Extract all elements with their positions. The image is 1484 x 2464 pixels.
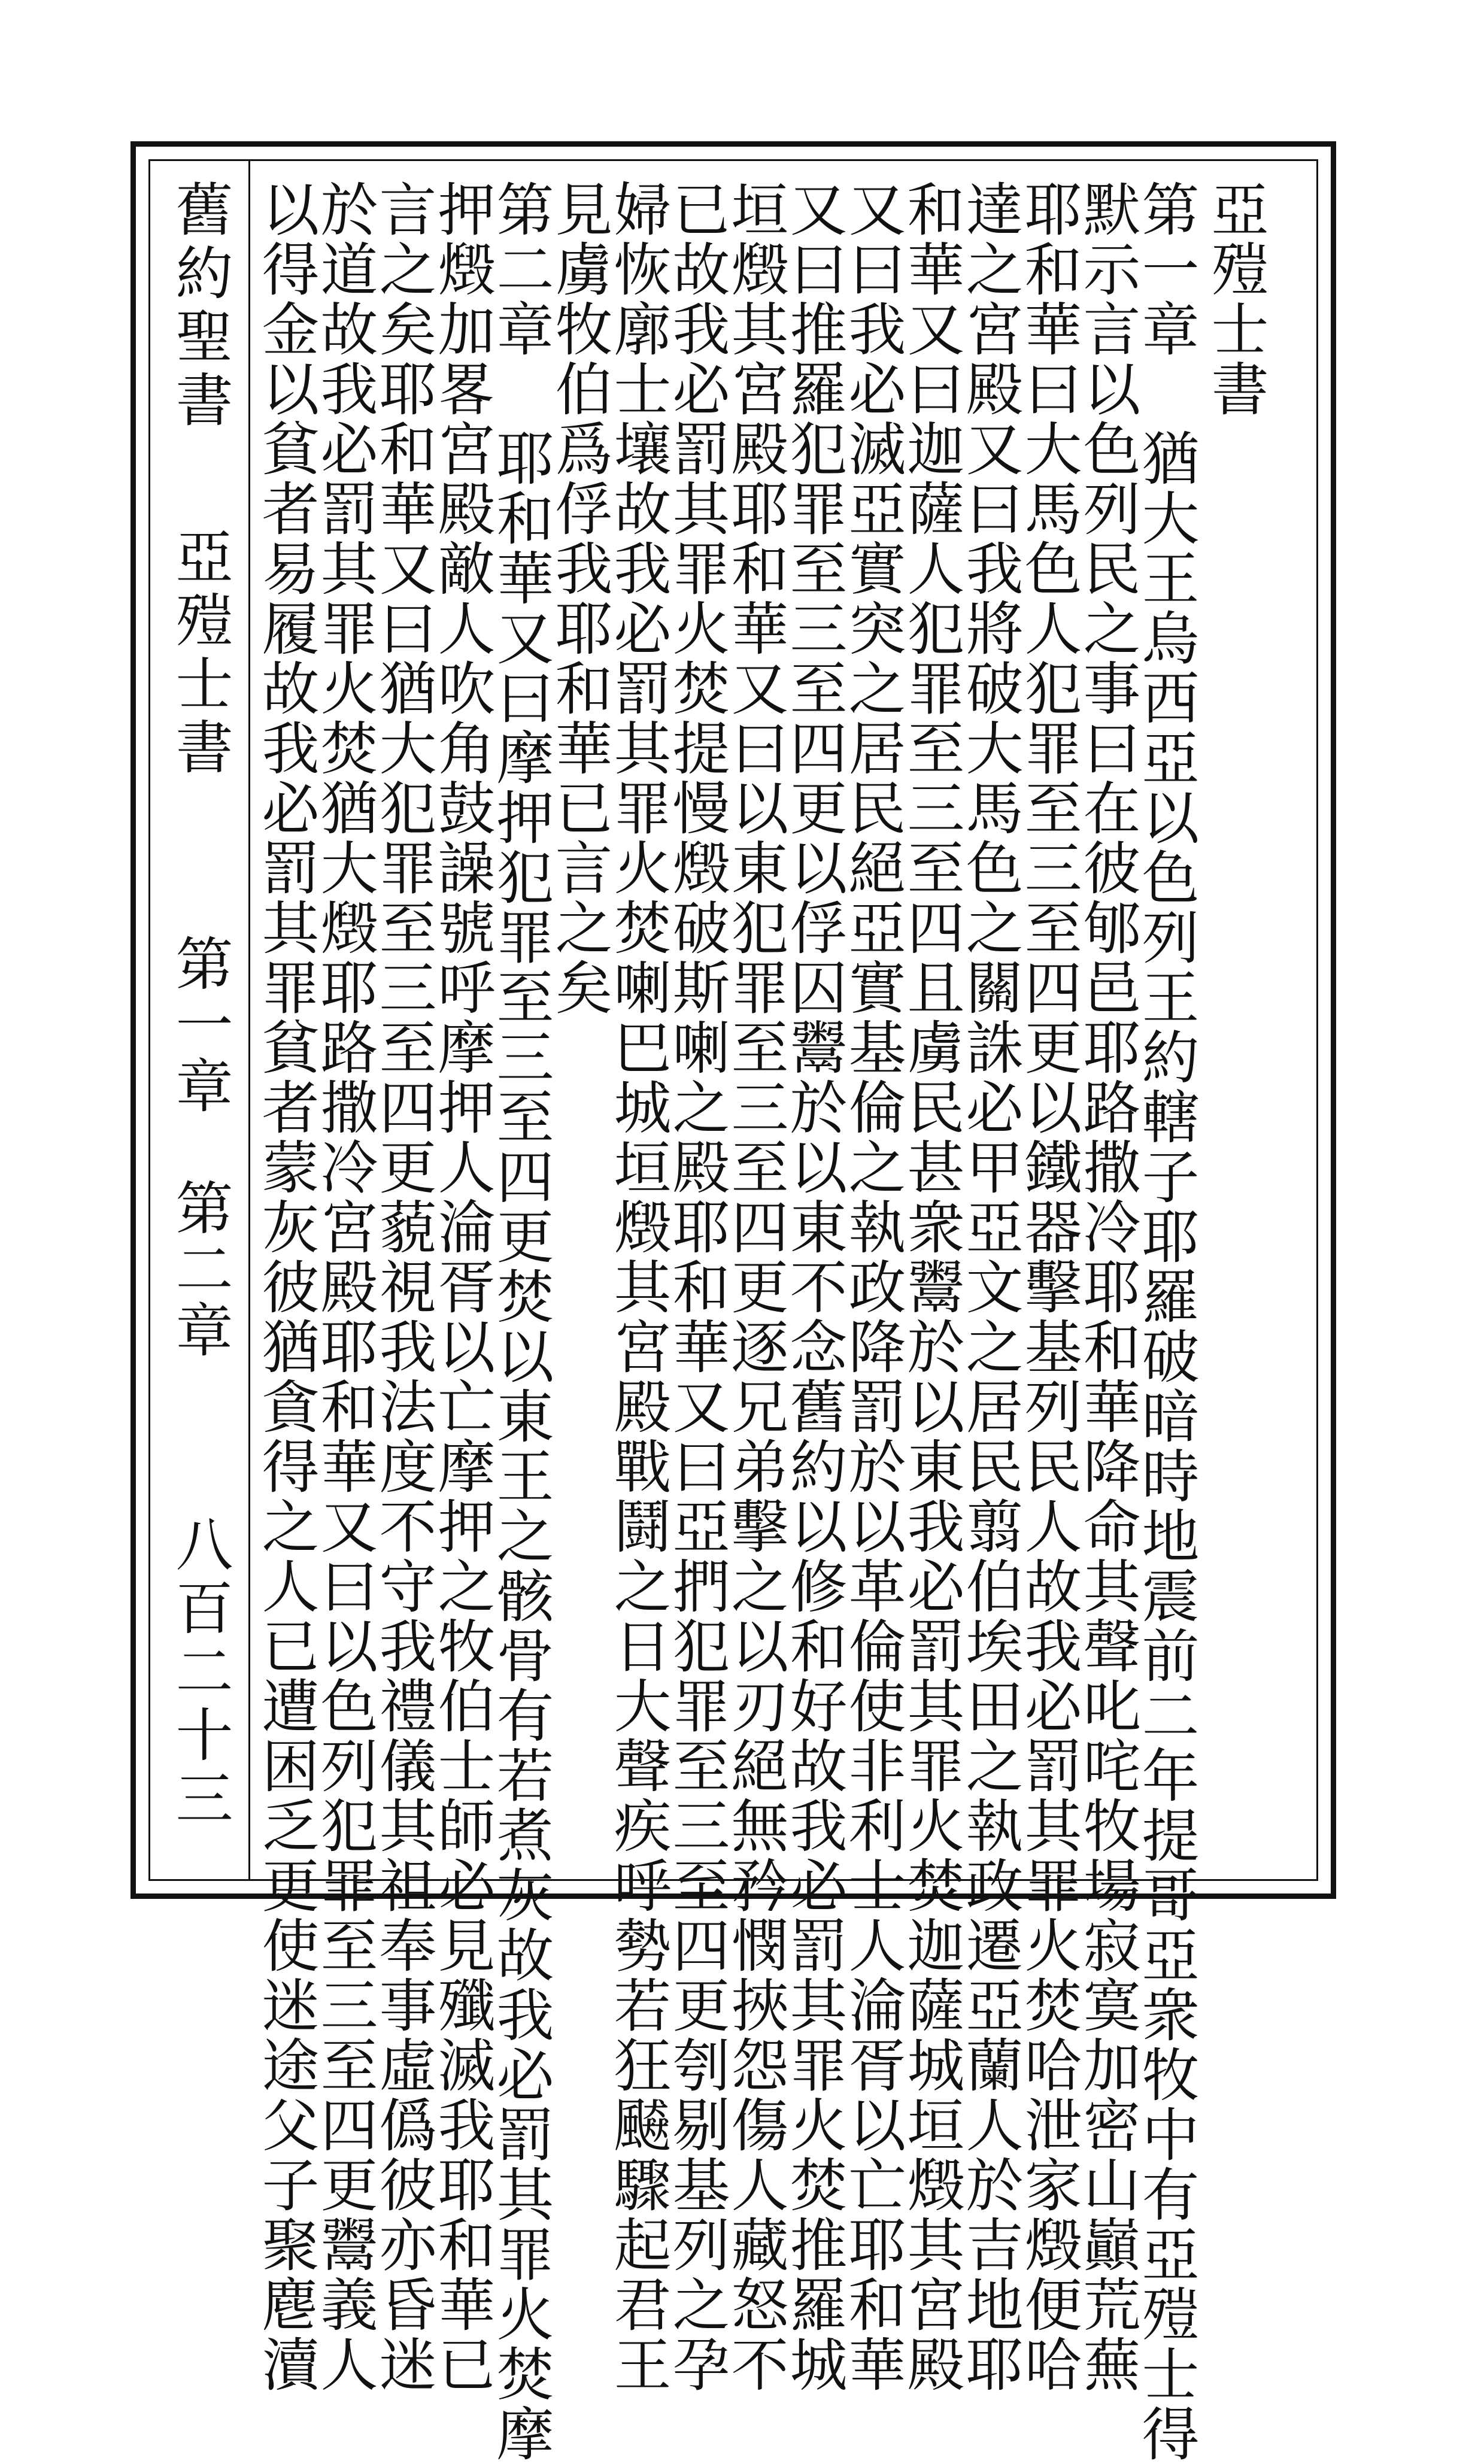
running-head xyxy=(159,180,243,1868)
text-column-6: 又曰我必滅亞實突之居民絕亞實基倫之執政降罰於以革倫使非利士人淪胥以亡耶和華 xyxy=(839,180,906,2395)
text-column-12: 第二章 耶和華又曰摩押犯罪至三至四更焚以東王之骸骨有若煮灰故我必罰其罪火焚摩 xyxy=(487,180,554,2464)
text-column-2: 默示言以色列民之事曰在彼郇邑耶路撒冷耶和華降命其聲叱咤牧場寂寞加密山巓荒蕪 xyxy=(1074,180,1141,2395)
book-title: 亞㱯士書 xyxy=(1202,180,1269,419)
text-column-13: 押燬加畧宮殿敵人吹角鼓譟號呼摩押人淪胥以亡摩押之牧伯士師必見殲滅我耶和華已 xyxy=(429,180,496,2395)
text-column-8: 垣燬其宮殿耶和華又曰以東犯罪至三至四更逐兄弟擊之以刃絕無矜憫挾怨傷人藏怒不 xyxy=(722,180,789,2395)
text-column-14: 言之矣耶和華又曰猶大犯罪至三至四更藐視我法度不守我禮儀其祖奉事虛僞彼亦昏迷 xyxy=(370,180,437,2395)
text-column-9: 已故我必罰其罪火焚提慢燬破斯喇之殿耶和華又曰亞捫犯罪至三至四更刳剔基列之孕 xyxy=(663,180,730,2395)
text-column-7: 又曰推羅犯罪至三至四更以俘囚鬻於以東不念舊約以修和好故我必罰其罪火焚推羅城 xyxy=(781,180,848,2395)
book-name: 舊約聖書 xyxy=(166,180,233,433)
text-column-3: 耶和華曰大馬色人犯罪至三至四更以鐵器擊基列民人故我必罰其罪火焚哈泄家燬便哈 xyxy=(1015,180,1082,2395)
text-column-5: 和華又曰迦薩人犯罪至三至四且虜民甚衆鬻於以東我必罰其罪火焚迦薩城垣燬其宮殿 xyxy=(898,180,965,2395)
chapter-range: 第一章 第二章 xyxy=(166,934,233,1361)
section-name: 亞㱯士書 xyxy=(166,527,233,781)
text-column-4: 達之宮殿又曰我將破大馬色之關誅必甲亞文之居民翦伯埃田之執政遷亞蘭人於吉地耶 xyxy=(957,180,1024,2395)
text-column-1: 第一章 猶大王烏西亞以色列王約轄子耶羅破暗時地震前二年提哥亞衆牧中有亞㱯士得 xyxy=(1133,180,1200,2464)
text-column-10: 婦恢廓士壤故我必罰其罪火焚喇巴城垣燬其宮殿戰鬪之日大聲疾呼勢若狂飇驟起君王 xyxy=(605,180,672,2395)
text-column-16: 以得金以貧者易履故我必罰其罪貧者蒙灰彼猶貪得之人已遭困乏更使迷途父子聚麀瀆 xyxy=(253,180,320,2395)
text-column-15: 於道故我必罰其罪火焚猶大燬耶路撒冷宮殿耶和華又曰以色列犯罪至三至四更鬻義人 xyxy=(311,180,378,2395)
text-column-11: 見虜牧伯爲俘我耶和華已言之矣 xyxy=(546,180,613,1018)
page-number: 八百二十三 xyxy=(166,1515,233,1832)
spine-divider xyxy=(248,159,250,1881)
